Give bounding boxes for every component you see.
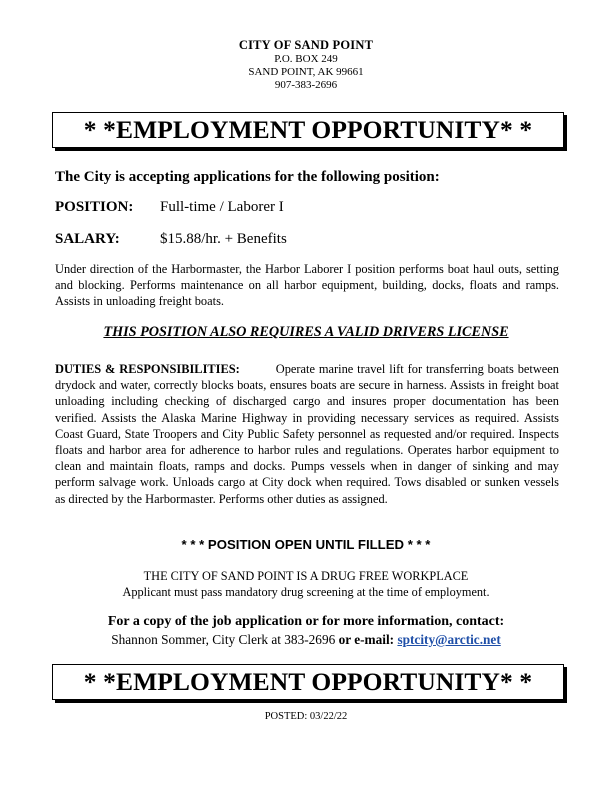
- position-row: [55, 199, 284, 216]
- drug-screening-note: Applicant must pass mandatory drug screening at the time of employment.: [122, 585, 490, 599]
- duties-text: Operate marine travel lift for transferring boats between drydock and water, correctly blocks boats, ensures boats are secure in harness. Assists in freight boat unloading including checking of discharged cargo and insures proper documentation has been verified. Assists the Alaska Marine Highway in providing necessary services as required. Assists Coast Guard, State Troopers and City Public Safety personnel as requested and/or required. Inspects floats and harbor area for adherence to harbor rules and regulations. Operates harbor equipment to clean and maintain floats, ramps and docks. Pumps vessels when in danger of sinking and may perform salvage work. Unloads cargo at City dock when required. Tows disabled or sunken vessels as directed by the Harbormaster. Performs other duties as assigned.: [55, 362, 559, 506]
- salary-value: $15.88/hr. + Benefits: [160, 231, 287, 247]
- drug-free-statement: THE CITY OF SAND POINT IS A DRUG FREE WORKPLACE: [143, 569, 469, 583]
- phone-number: 907-383-2696: [274, 79, 338, 91]
- duties-paragraph: [55, 361, 559, 507]
- contact-heading: For a copy of the job application or for more information, contact:: [107, 614, 505, 629]
- open-until-filled: * * * POSITION OPEN UNTIL FILLED * * *: [181, 537, 431, 552]
- salary-row: [55, 231, 287, 248]
- license-notice: THIS POSITION ALSO REQUIRES A VALID DRIVERS LICENSE: [103, 324, 509, 340]
- city-state-zip: SAND POINT, AK 99661: [248, 66, 364, 78]
- posted-date: POSTED: 03/22/22: [264, 711, 348, 722]
- intro-paragraph: Under direction of the Harbormaster, the Harbor Laborer I position performs boat haul outs, setting and blocking. Performs maintenance on all harbor equipment, building, docks, floats and ramps. Assists in unloading freight boats.: [55, 262, 559, 309]
- position-label: POSITION:: [55, 199, 134, 215]
- email-link[interactable]: sptcity@arctic.net: [397, 632, 501, 647]
- contact-person: Shannon Sommer, City Clerk at 383-2696: [111, 632, 336, 647]
- accepting-applications-heading: The City is accepting applications for the following position:: [55, 169, 440, 185]
- employment-banner-bottom: * *EMPLOYMENT OPPORTUNITY* *: [52, 664, 564, 700]
- org-name: CITY OF SAND POINT: [238, 38, 374, 52]
- position-value: Full-time / Laborer I: [160, 199, 284, 215]
- po-box: P.O. BOX 249: [274, 53, 338, 65]
- letterhead: [0, 38, 612, 92]
- or-email-label: or e-mail:: [338, 632, 395, 647]
- duties-label: DUTIES & RESPONSIBILITIES:: [55, 362, 240, 376]
- salary-label: SALARY:: [55, 231, 120, 247]
- employment-banner-top: * *EMPLOYMENT OPPORTUNITY* *: [52, 112, 564, 148]
- contact-line: [0, 632, 612, 648]
